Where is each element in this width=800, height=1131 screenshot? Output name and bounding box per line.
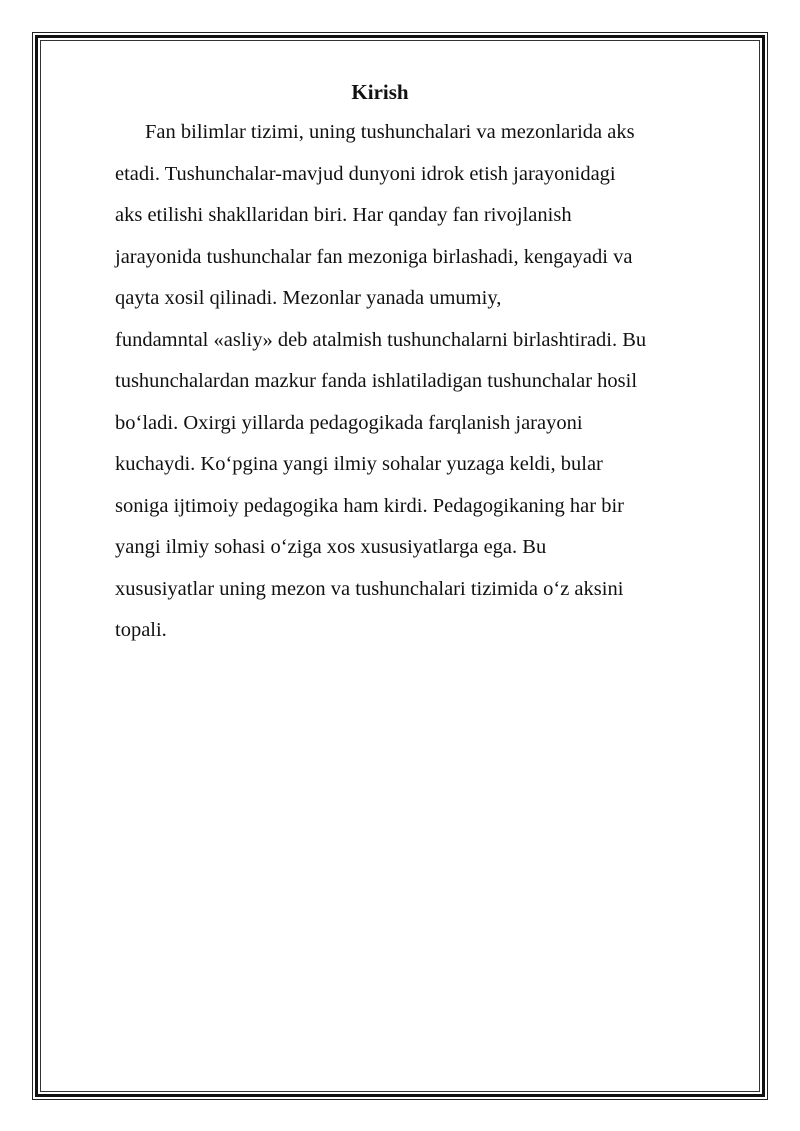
- paragraph-line: Fan bilimlar tizimi, uning tushunchalari va mezonlarida aks: [145, 121, 635, 143]
- paragraph-line: topali.: [115, 619, 167, 641]
- paragraph-line: etadi. Tushunchalar-mavjud dunyoni idrok etish jarayonidagi: [115, 162, 616, 185]
- paragraph: [115, 112, 745, 652]
- paragraph-line: aks etilishi shakllaridan biri. Har qanday fan rivojlanish: [115, 204, 572, 226]
- paragraph-line: jarayonida tushunchalar fan mezoniga birlashadi, kengayadi va: [115, 245, 633, 268]
- paragraph-line: yangi ilmiy sohasi o‘ziga xos xususiyatlarga ega. Bu: [115, 536, 547, 558]
- document-title: Kirish: [351, 80, 409, 104]
- document-body: [115, 72, 745, 652]
- paragraph-line: tushunchalardan mazkur fanda ishlatiladigan tushunchalar hosil: [115, 370, 638, 392]
- paragraph-line: qayta xosil qilinadi. Mezonlar yanada umumiy,: [115, 287, 502, 309]
- paragraph-line: soniga ijtimoiy pedagogika ham kirdi. Pedagogikaning har bir: [115, 494, 624, 517]
- paragraph-line: xususiyatlar uning mezon va tushunchalari tizimida o‘z aksini: [115, 577, 624, 600]
- paragraph-line: bo‘ladi. Oxirgi yillarda pedagogikada farqlanish jarayoni: [115, 411, 583, 434]
- paragraph-line: kuchaydi. Ko‘pgina yangi ilmiy sohalar yuzaga keldi, bular: [115, 453, 603, 475]
- paragraph-line: fundamntal «asliy» deb atalmish tushunchalarni birlashtiradi. Bu: [115, 328, 647, 351]
